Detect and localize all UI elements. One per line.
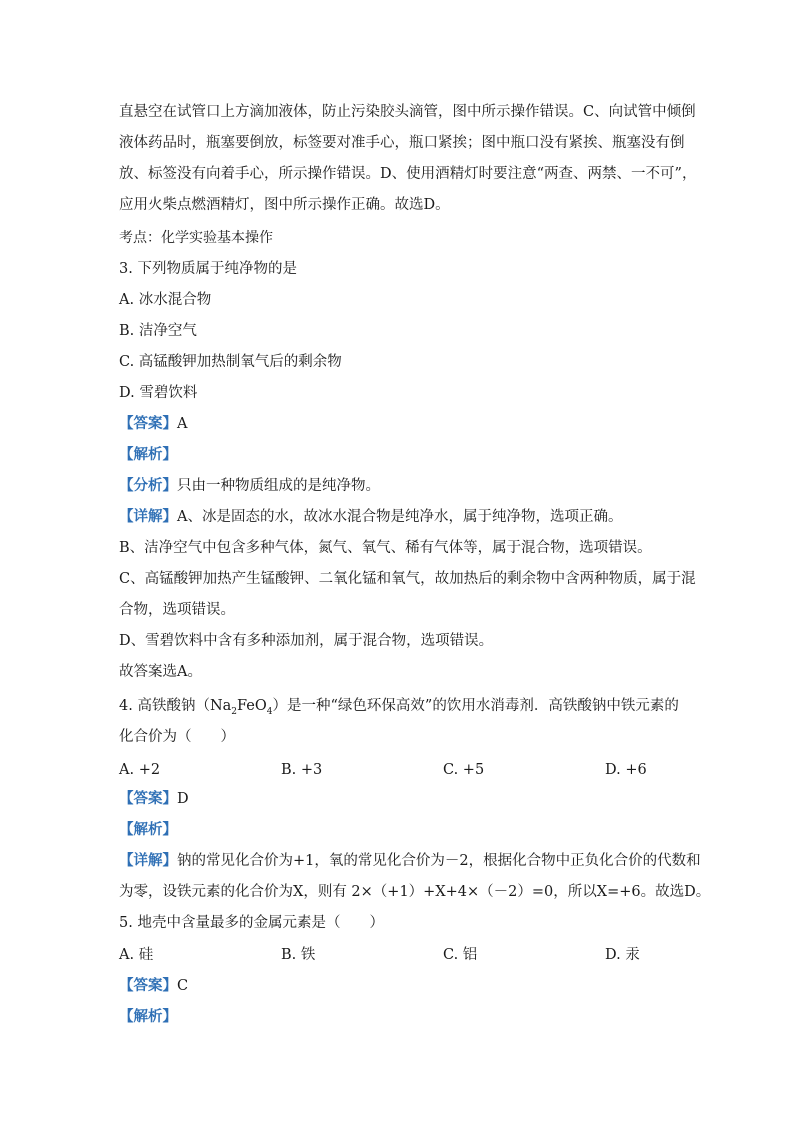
question-3-stem: 3. 下列物质属于纯净物的是 (119, 261, 297, 277)
kaodian-line: 考点：化学实验基本操作 (119, 230, 273, 246)
q3-detail-line: 合物，选项错误。 (119, 602, 235, 618)
q3-analysis-tag (119, 445, 177, 465)
answer-tag: 【答案】 (119, 977, 177, 994)
q4-detail-line: 为零，设铁元素的化合价为X，则有 2×（+1）+X+4×（－2）=0，所以X=+6。故选D。 (119, 884, 711, 900)
q3-detail-line: C、高锰酸钾加热产生锰酸钾、二氧化锰和氧气，故加热后的剩余物中含两种物质，属于混 (119, 571, 696, 587)
subscript: 4 (266, 706, 273, 717)
stem-part: 4. 高铁酸钠（Na (119, 698, 232, 714)
q5-option-a: A. 硅 (119, 947, 154, 963)
fenxi-tag: 【分析】 (119, 477, 177, 494)
stem-part: ）是一种“绿色环保高效”的饮用水消毒剂．高铁酸钠中铁元素的 (272, 698, 679, 714)
analysis-tag: 【解析】 (119, 446, 177, 463)
q3-detail-line (119, 507, 622, 527)
answer-tag: 【答案】 (119, 415, 177, 432)
q4-option-a: A. +2 (119, 762, 161, 778)
stem-part: FeO (237, 698, 267, 714)
q3-fenxi (119, 476, 380, 496)
q4-option-c: C. +5 (443, 762, 485, 778)
q3-detail-line: D、雪碧饮料中含有多种添加剂，属于混合物，选项错误。 (119, 633, 494, 649)
q5-answer (119, 976, 188, 996)
subscript: 2 (231, 706, 238, 717)
text-line: 放、标签没有向着手心，所示操作错误。D、使用酒精灯时要注意“两查、两禁、一不可”， (119, 166, 697, 182)
q4-analysis-tag (119, 820, 177, 840)
analysis-tag: 【解析】 (119, 1008, 177, 1025)
q3-option-b: B. 洁净空气 (119, 323, 197, 339)
analysis-tag: 【解析】 (119, 821, 177, 838)
detail-tag: 【详解】 (119, 852, 177, 869)
q4-answer (119, 789, 189, 809)
q3-option-d: D. 雪碧饮料 (119, 385, 198, 401)
q4-option-d: D. +6 (605, 762, 647, 778)
text-line: 直悬空在试管口上方滴加液体，防止污染胶头滴管，图中所示操作错误。C、向试管中倾倒 (119, 104, 696, 120)
text-line: 应用火柴点燃酒精灯，图中所示操作正确。故选D。 (119, 197, 450, 213)
q5-analysis-tag (119, 1007, 177, 1027)
q5-option-d: D. 汞 (605, 947, 640, 963)
question-4-stem-2: 化合价为（ ） (119, 729, 235, 745)
q3-option-a: A. 冰水混合物 (119, 292, 212, 308)
answer-value: C (177, 978, 189, 994)
q3-detail-line: 故答案选A。 (119, 664, 202, 680)
q4-detail-line (119, 851, 701, 871)
question-4-stem (119, 696, 679, 716)
question-5-stem: 5. 地壳中含量最多的金属元素是（ ） (119, 915, 384, 931)
q3-option-c: C. 高锰酸钾加热制氧气后的剩余物 (119, 354, 342, 370)
q5-option-c: C. 铝 (443, 947, 478, 963)
detail-text: A、冰是固态的水，故冰水混合物是纯净水，属于纯净物，选项正确。 (177, 509, 623, 525)
fenxi-text: 只由一种物质组成的是纯净物。 (177, 478, 380, 494)
q3-answer (119, 414, 187, 434)
text-line: 液体药品时，瓶塞要倒放，标签要对准手心，瓶口紧挨；图中瓶口没有紧挨、瓶塞没有倒 (119, 135, 685, 151)
answer-value: A (177, 416, 188, 432)
answer-tag: 【答案】 (119, 790, 177, 807)
q3-detail-line: B、洁净空气中包含多种气体，氮气、氧气、稀有气体等，属于混合物，选项错误。 (119, 540, 652, 556)
q5-option-b: B. 铁 (281, 947, 316, 963)
q4-option-b: B. +3 (281, 762, 323, 778)
answer-value: D (177, 791, 189, 807)
detail-text: 钠的常见化合价为+1，氧的常见化合价为－2，根据化合物中正负化合价的代数和 (177, 853, 701, 869)
detail-tag: 【详解】 (119, 508, 177, 525)
